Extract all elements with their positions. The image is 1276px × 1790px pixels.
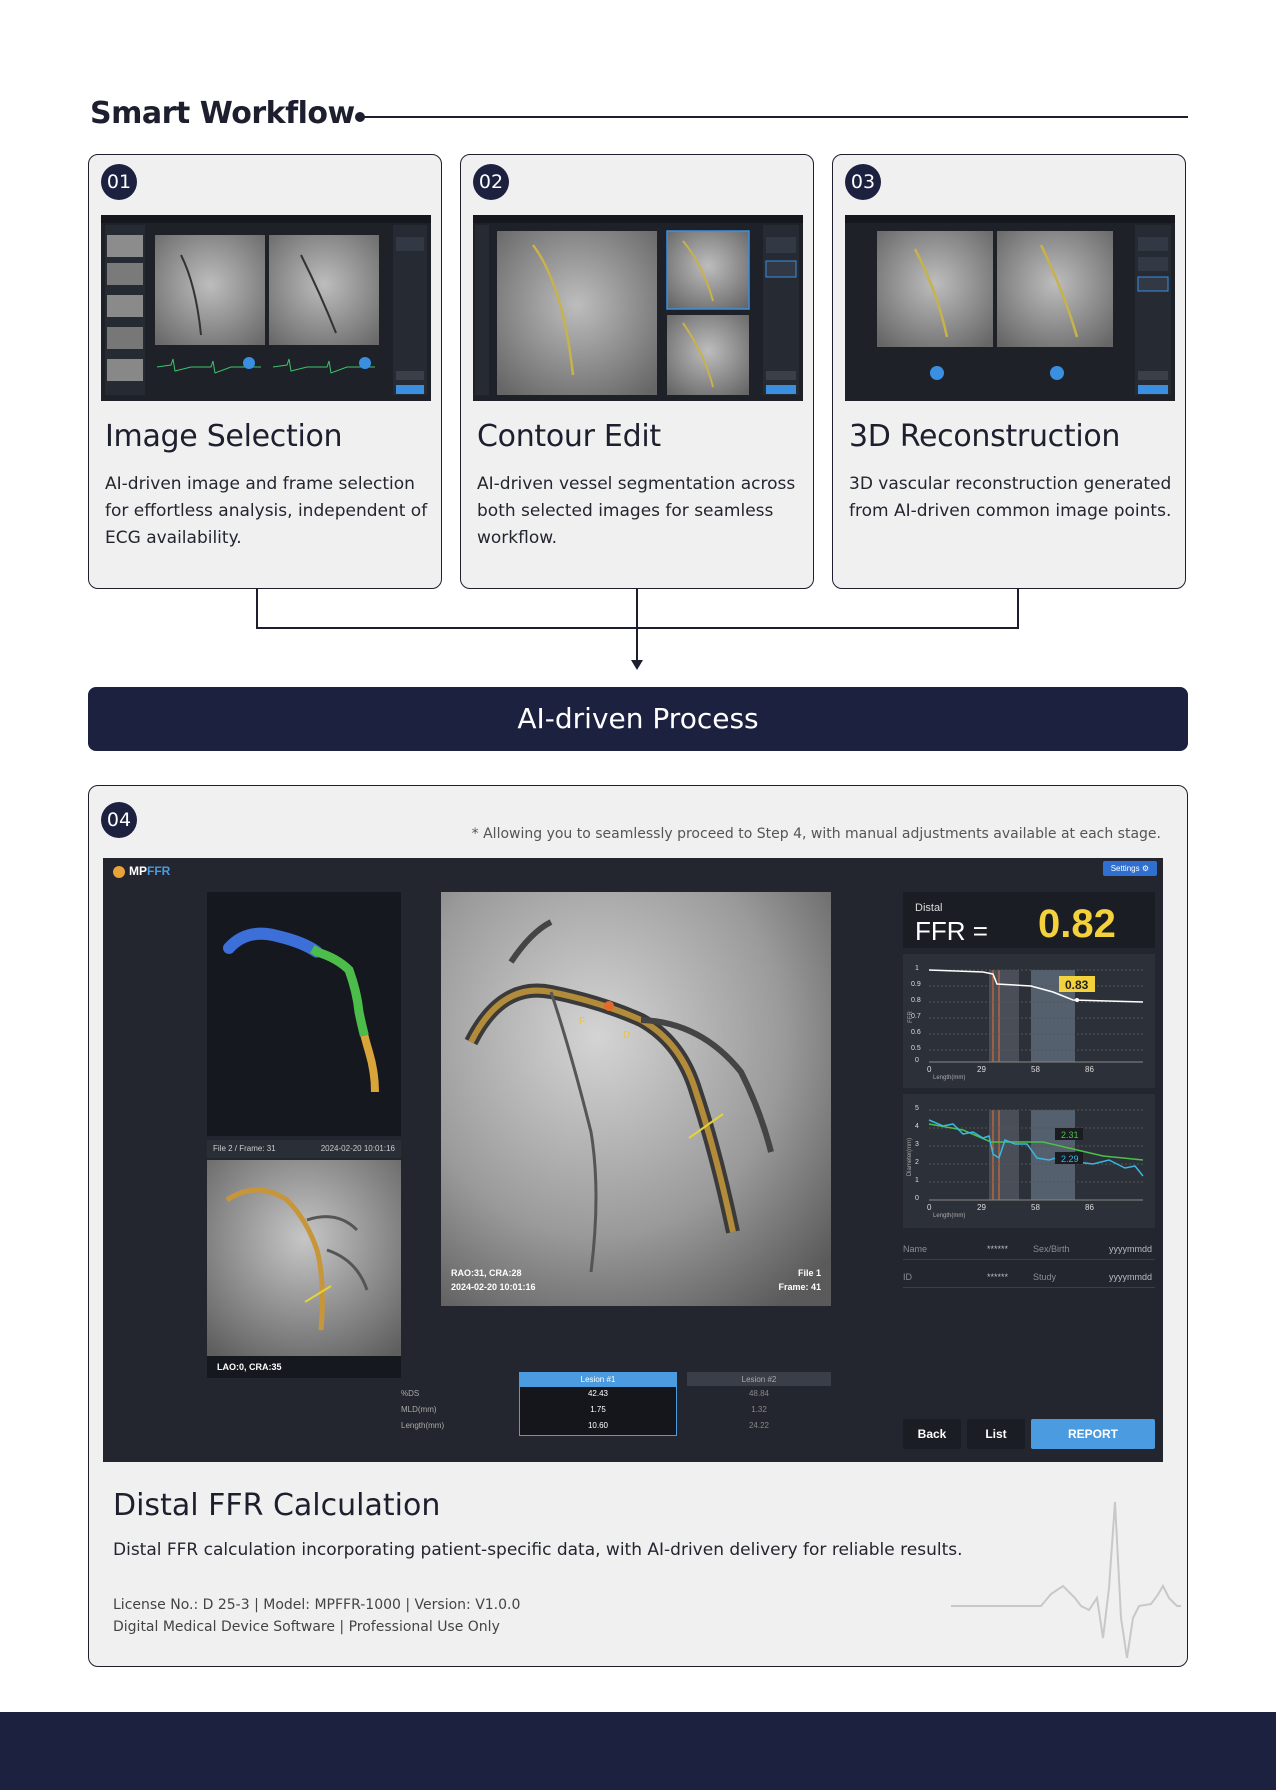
step-badge: 03: [845, 164, 881, 200]
lesion2-header-label: Lesion #2: [741, 1375, 777, 1384]
step-card-4: [88, 785, 1188, 1667]
chart2-xtick-2: 58: [1031, 1203, 1040, 1212]
lesion1-header-label: Lesion #1: [580, 1375, 616, 1384]
diameter-chart-panel: [903, 1094, 1155, 1228]
main-angiogram-panel: [441, 892, 831, 1306]
sex-label: Sex/Birth: [1033, 1244, 1070, 1254]
chart1-xtick-2: 58: [1031, 1065, 1040, 1074]
ffr-value: 0.82: [1038, 902, 1116, 946]
marker-d: D: [623, 1030, 631, 1041]
chart2-ytick-5: 0: [915, 1195, 919, 1202]
step4-description: Distal FFR calculation incorporating patient-specific data, with AI-driven delivery for reliable results.: [113, 1540, 963, 1560]
chart1-xtick-0: 0: [927, 1065, 932, 1074]
arrow-down-icon: [631, 660, 643, 670]
step-description: AI-driven image and frame selection for effortless analysis, independent of ECG availability.: [105, 474, 428, 548]
step-card-1: [88, 154, 442, 589]
report-button[interactable]: REPORT: [1031, 1419, 1155, 1449]
chart1-callout: 0.83: [1065, 978, 1089, 992]
chart2-ytick-0: 5: [915, 1105, 919, 1112]
chart1-ytick-4: 0.6: [911, 1029, 921, 1036]
chart1-ytick-5: 0.5: [911, 1045, 921, 1052]
sex-value: yyyymmdd: [1109, 1244, 1153, 1254]
settings-button[interactable]: Settings ⚙: [1103, 861, 1157, 876]
logo-text-b: FFR: [147, 864, 171, 878]
chart1-ytick-0: 1: [915, 965, 919, 972]
main-angle-text: RAO:31, CRA:28: [451, 1268, 522, 1278]
license-info: [113, 1594, 520, 1638]
patient-row-2: [903, 1264, 1155, 1288]
chart1-ytick-1: 0.9: [911, 981, 921, 988]
vessel-3d-illustration: [207, 892, 401, 1136]
lesion1-mld: 1.75: [590, 1405, 606, 1414]
id-label: ID: [903, 1272, 912, 1282]
step3-screenshot: [845, 215, 1175, 401]
logo-mark-icon: [113, 866, 125, 878]
process-banner: AI-driven Process: [88, 687, 1188, 751]
step-badge: 02: [473, 164, 509, 200]
section-title: Smart Workflow: [90, 96, 355, 131]
name-value: ******: [987, 1244, 1009, 1254]
chart2-callout-a: 2.31: [1061, 1130, 1079, 1140]
marker-f: F: [579, 1016, 586, 1027]
lesion2-ds: 48.84: [748, 1389, 770, 1398]
chart1-xtick-1: 29: [977, 1065, 986, 1074]
connector-center: [636, 589, 638, 661]
ffr-label: Distal: [915, 902, 943, 914]
header-rule: [360, 116, 1188, 118]
patient-row-1: [903, 1236, 1155, 1260]
list-button[interactable]: List: [967, 1419, 1025, 1449]
back-button[interactable]: Back: [903, 1419, 961, 1449]
diameter-chart: [903, 1094, 1155, 1228]
id-value: ******: [987, 1272, 1009, 1282]
step2-screenshot: [473, 215, 803, 401]
step4-note: * Allowing you to seamlessly proceed to Step 4, with manual adjustments available at each stage.: [471, 826, 1161, 842]
step-title: Contour Edit: [477, 419, 661, 454]
chart2-ylabel: Diameter(mm): [907, 1137, 914, 1177]
row-label-ds: %DS: [401, 1389, 420, 1398]
step-card-2: [460, 154, 814, 589]
chart1-ytick-3: 0.7: [911, 1013, 921, 1020]
chart2-xlabel: Length(mm): [933, 1213, 966, 1219]
step-description: AI-driven vessel segmentation across both selected images for seamless workflow.: [477, 474, 796, 548]
reconstruction-ui-illustration: [845, 215, 1175, 401]
row-label-mld: MLD(mm): [401, 1405, 437, 1414]
logo-text-a: MP: [129, 864, 147, 878]
main-file-text: File 1: [797, 1268, 821, 1278]
chart2-ytick-4: 1: [915, 1177, 919, 1184]
file-info-text: File 2 / Frame: 31: [213, 1144, 276, 1153]
footer-band: [0, 1712, 1276, 1790]
connector-left: [256, 589, 258, 629]
step-title: 3D Reconstruction: [849, 419, 1121, 454]
file-info-bar: [207, 1140, 401, 1158]
lower-angle-bar: [207, 1356, 401, 1378]
license-line-2: Digital Medical Device Software | Professional Use Only: [113, 1619, 500, 1635]
step4-title: Distal FFR Calculation: [113, 1488, 441, 1523]
image-selection-ui-illustration: [101, 215, 431, 401]
file-time-text: 2024-02-20 10:01:16: [320, 1144, 395, 1153]
chart1-ylabel: FFR: [907, 1011, 914, 1023]
chart2-xtick-0: 0: [927, 1203, 932, 1212]
step-card-3: [832, 154, 1186, 589]
ffr-chart: [903, 954, 1155, 1088]
connector-right: [1017, 589, 1019, 629]
chart1-ytick-2: 0.8: [911, 997, 921, 1004]
mpffr-app-screenshot: [103, 858, 1163, 1462]
chart2-ytick-2: 3: [915, 1141, 919, 1148]
lower-angiogram-illustration: [207, 1160, 401, 1356]
lesion2-header[interactable]: [687, 1372, 831, 1386]
lower-angle-text: LAO:0, CRA:35: [217, 1362, 282, 1372]
contour-edit-ui-illustration: [473, 215, 803, 401]
chart2-callout-b: 2.29: [1061, 1154, 1079, 1164]
lesion1-header[interactable]: [519, 1372, 677, 1386]
step1-screenshot: [101, 215, 431, 401]
license-line-1: License No.: D 25-3 | Model: MPFFR-1000 | Version: V1.0.0: [113, 1597, 521, 1613]
ffr-equation: FFR =: [915, 916, 988, 946]
chart1-ytick-6: 0: [915, 1057, 919, 1064]
step-description: 3D vascular reconstruction generated from AI-driven common image points.: [849, 474, 1172, 521]
study-value: yyyymmdd: [1109, 1272, 1153, 1282]
ecg-waveform-icon: [951, 1498, 1181, 1667]
app-logo: [113, 864, 170, 878]
main-angiogram-illustration: [441, 892, 831, 1306]
chart1-xtick-3: 86: [1085, 1065, 1094, 1074]
ffr-chart-panel: [903, 954, 1155, 1088]
lesion2-mld: 1.32: [751, 1405, 767, 1414]
chart1-xlabel: Length(mm): [933, 1075, 966, 1081]
main-time-text: 2024-02-20 10:01:16: [451, 1282, 536, 1292]
lesion1-ds: 42.43: [587, 1389, 609, 1398]
row-label-length: Length(mm): [401, 1421, 445, 1430]
name-label: Name: [903, 1244, 928, 1254]
study-label: Study: [1033, 1272, 1057, 1282]
section-header: [90, 96, 1188, 140]
step-title: Image Selection: [105, 419, 343, 454]
chart2-ytick-1: 4: [915, 1123, 919, 1130]
lesion1-length: 10.60: [587, 1421, 609, 1430]
chart2-xtick-3: 86: [1085, 1203, 1094, 1212]
step-badge: 04: [101, 802, 137, 838]
vessel-3d-panel: [207, 892, 401, 1136]
chart2-ytick-3: 2: [915, 1159, 919, 1166]
lower-angiogram-panel: [207, 1160, 401, 1356]
main-frame-text: Frame: 41: [778, 1282, 821, 1292]
lesion2-length: 24.22: [748, 1421, 770, 1430]
step-badge: 01: [101, 164, 137, 200]
chart2-xtick-1: 29: [977, 1203, 986, 1212]
